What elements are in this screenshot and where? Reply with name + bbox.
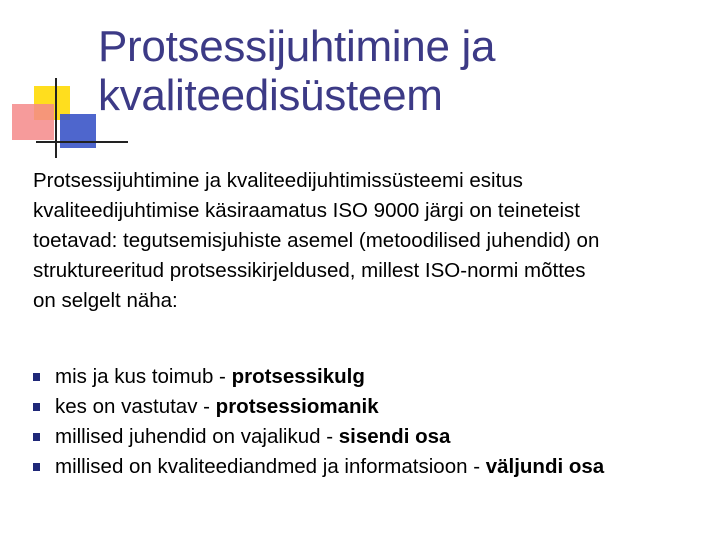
bullet-item	[33, 422, 713, 452]
body-line-2: kvaliteedijuhtimise käsiraamatus ISO 9000 järgi on teineteist	[33, 199, 580, 222]
square-bullet-icon	[33, 403, 40, 411]
bullet-item	[33, 362, 713, 392]
bullet-item	[33, 452, 713, 482]
slide-title-line-2: kvaliteedisüsteem	[98, 71, 443, 120]
bullet-bold-term: sisendi osa	[338, 425, 451, 448]
slide-title	[98, 22, 698, 120]
bullet-bold-term: protsessikulg	[231, 365, 365, 388]
bullet-text: millised on kvaliteediandmed ja informatsioon -	[55, 455, 486, 478]
slide-body-paragraph	[33, 166, 703, 316]
square-bullet-icon	[33, 463, 40, 471]
body-line-3: toetavad: tegutsemisjuhiste asemel (metoodilised juhendid) on	[33, 229, 600, 252]
bullet-text: kes on vastutav -	[55, 395, 216, 418]
body-line-4: struktureeritud protsessikirjeldused, millest ISO-normi mõttes	[33, 259, 586, 282]
red-square	[12, 104, 54, 140]
bullet-bold-term: väljundi osa	[485, 455, 605, 478]
square-bullet-icon	[33, 373, 40, 381]
body-line-5: on selgelt näha:	[33, 289, 178, 312]
bullet-text: mis ja kus toimub -	[55, 365, 232, 388]
slide-title-line-1: Protsessijuhtimine ja	[98, 22, 496, 71]
square-bullet-icon	[33, 433, 40, 441]
bullet-text: millised juhendid on vajalikud -	[55, 425, 339, 448]
bullet-list	[33, 362, 713, 482]
bullet-item	[33, 392, 713, 422]
bullet-bold-term: protsessiomanik	[215, 395, 379, 418]
body-line-1: Protsessijuhtimine ja kvaliteedijuhtimissüsteemi esitus	[33, 169, 523, 192]
